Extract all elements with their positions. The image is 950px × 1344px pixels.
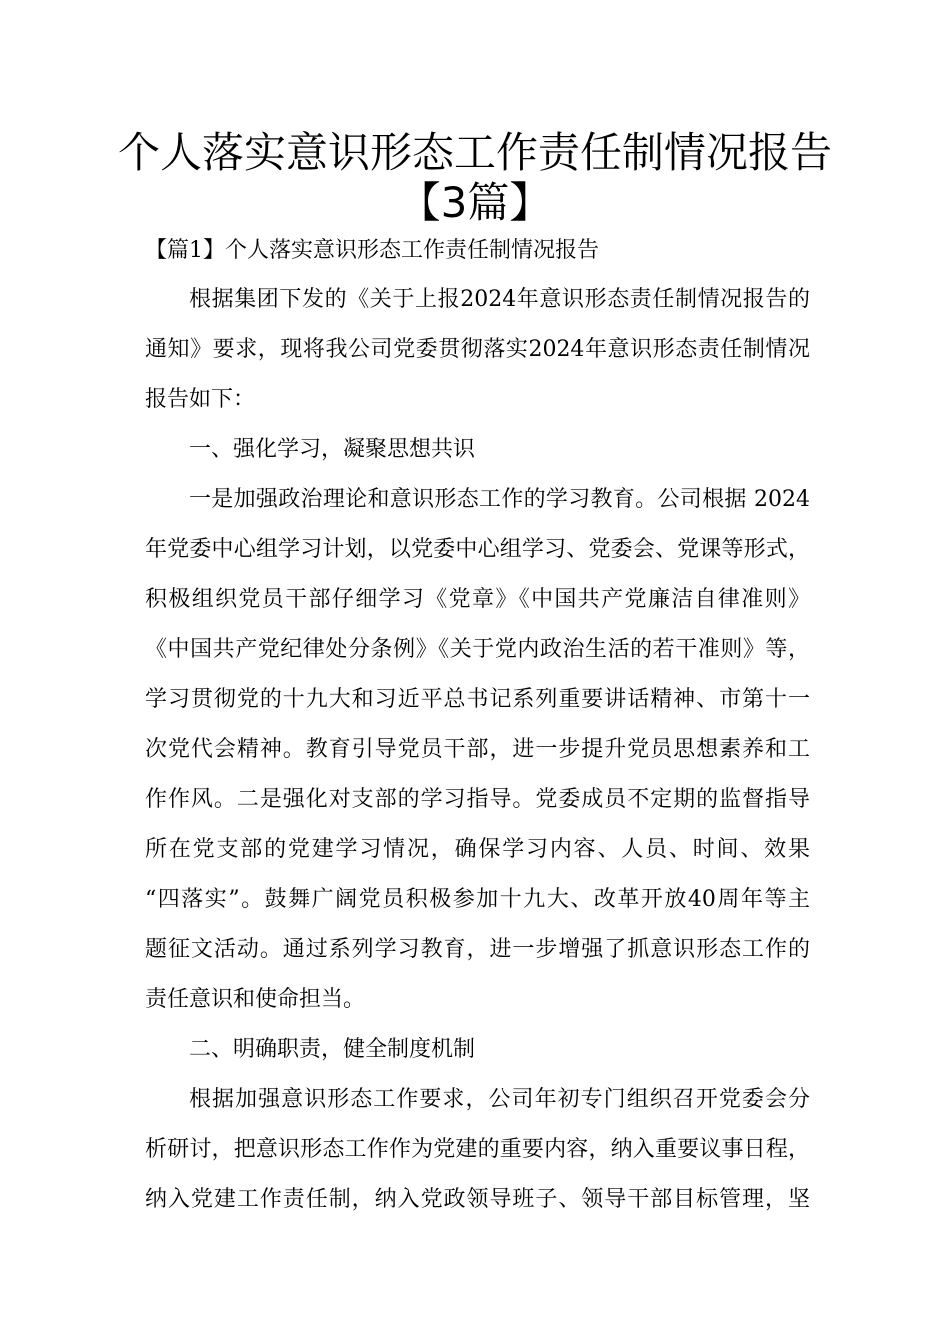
paragraph-line: 一是加强政治理论和意识形态工作的学习教育。公司根据 2024 xyxy=(189,487,810,512)
paragraph-line: 年党委中心组学习计划，以党委中心组学习、党委会、党课等形式， xyxy=(145,537,810,562)
paragraph-line: 报告如下： xyxy=(145,387,256,412)
paragraph-line: 所在党支部的党建学习情况，确保学习内容、人员、时间、效果 xyxy=(145,837,810,862)
paragraph-line: 纳入党建工作责任制，纳入党政领导班子、领导干部目标管理，坚 xyxy=(145,1187,810,1212)
section-heading: 【篇1】个人落实意识形态工作责任制情况报告 xyxy=(145,238,599,263)
subheading-one: 一、强化学习，凝聚思想共识 xyxy=(189,437,476,462)
paragraph-line: 题征文活动。通过系列学习教育，进一步增强了抓意识形态工作的 xyxy=(145,937,810,962)
paragraph-line: 积极组织党员干部仔细学习《党章》《中国共产党廉洁自律准则》 xyxy=(145,587,810,612)
paragraph-line: “四落实”。鼓舞广阔党员积极参加十九大、改革开放40周年等主 xyxy=(145,887,810,912)
document-title-line-2: 【3篇】 xyxy=(398,178,552,227)
paragraph-line: 作作风。二是强化对支部的学习指导。党委成员不定期的监督指导 xyxy=(145,787,810,812)
paragraph-line: 析研讨，把意识形态工作作为党建的重要内容，纳入重要议事日程， xyxy=(145,1137,810,1162)
paragraph-line: 责任意识和使命担当。 xyxy=(145,987,366,1012)
paragraph-line: 根据加强意识形态工作要求，公司年初专门组织召开党委会分 xyxy=(189,1087,810,1112)
document-title-line-1: 个人落实意识形态工作责任制情况报告 xyxy=(117,128,832,177)
subheading-two: 二、明确职责，健全制度机制 xyxy=(189,1037,476,1062)
paragraph-line: 《中国共产党纪律处分条例》《关于党内政治生活的若干准则》等， xyxy=(145,637,810,662)
paragraph-line: 次党代会精神。教育引导党员干部，进一步提升党员思想素养和工 xyxy=(145,737,810,762)
paragraph-line: 通知》要求，现将我公司党委贯彻落实2024年意识形态责任制情况 xyxy=(145,337,810,362)
paragraph-line: 学习贯彻党的十九大和习近平总书记系列重要讲话精神、市第十一 xyxy=(145,687,810,712)
paragraph-line: 根据集团下发的《关于上报2024年意识形态责任制情况报告的 xyxy=(189,287,810,312)
